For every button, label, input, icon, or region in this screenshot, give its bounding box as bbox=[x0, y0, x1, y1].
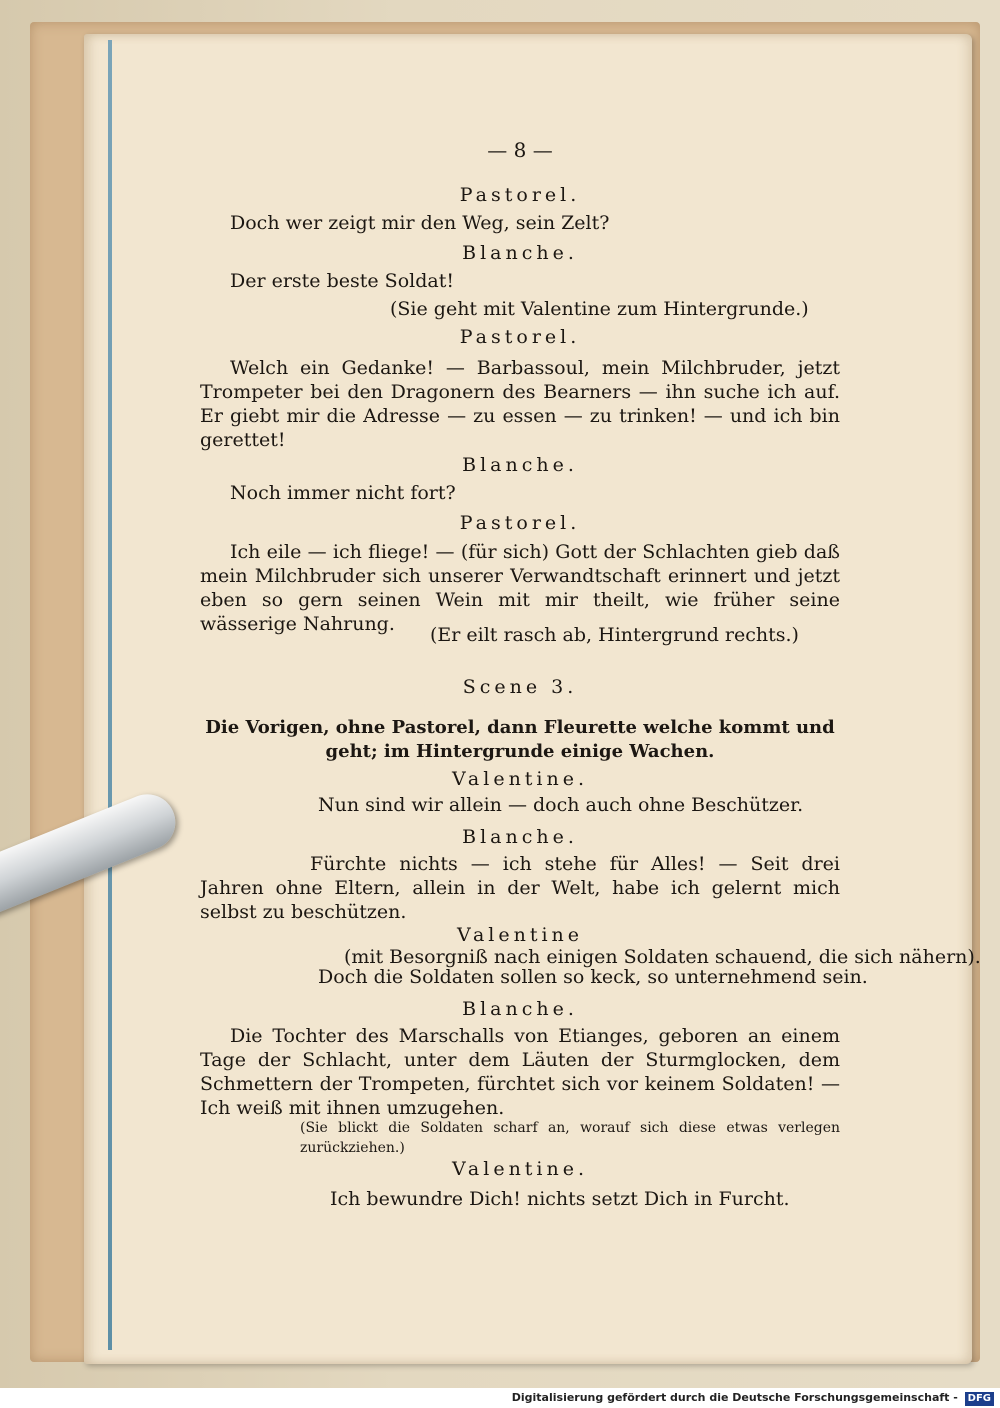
speech-paragraph: Ich eile — ich fliege! — (für sich) Gott der Schlachten gieb daß mein Milchbruder sich unserer Verwandtschaft erinnert und jetzt eben so gern seinen Wein mit mir theilt, wie früher seine wässerige Nahrung. bbox=[200, 541, 840, 635]
speech-paragraph: Welch ein Gedanke! — Barbassoul, mein Milchbruder, jetzt Trompeter bei den Dragonern des Bearners — ihn suche ich auf. Er giebt mir die Adresse — zu essen — zu trinken! — und ich bin gerettet! bbox=[200, 357, 840, 451]
page-number: — 8 — bbox=[487, 138, 553, 162]
speech-line: Noch immer nicht fort? bbox=[230, 482, 456, 504]
speaker-label: Blanche. bbox=[462, 998, 578, 1020]
page-edge-stripe bbox=[108, 40, 112, 1350]
scene-title: Scene 3. bbox=[462, 676, 578, 698]
speech-paragraph: Fürchte nichts — ich stehe für Alles! — Seit drei Jahren ohne Eltern, allein in der Welt, habe ich gelernt mich selbst zu beschützen. bbox=[200, 853, 840, 923]
footer-bar bbox=[0, 1388, 1000, 1408]
scene-cast-heading: Die Vorigen, ohne Pastorel, dann Fleurette welche kommt und geht; im Hintergrunde einige Wachen. bbox=[205, 717, 835, 762]
stage-direction: (Er eilt rasch ab, Hintergrund rechts.) bbox=[430, 624, 799, 646]
footer-credit: Digitalisierung gefördert durch die Deutsche Forschungsgemeinschaft - bbox=[511, 1391, 958, 1404]
speech-line: Doch die Soldaten sollen so keck, so unternehmend sein. bbox=[318, 966, 868, 988]
stage-direction: (Sie blickt die Soldaten scharf an, worauf sich diese etwas verlegen zurückziehen.) bbox=[300, 1120, 840, 1156]
speaker-label: Pastorel. bbox=[459, 512, 581, 534]
speaker-label: Valentine. bbox=[451, 768, 589, 790]
stage-direction: (mit Besorgniß nach einigen Soldaten schauend, die sich nähern). bbox=[344, 946, 981, 968]
stage-direction: (Sie geht mit Valentine zum Hintergrunde.) bbox=[390, 298, 809, 320]
speaker-label: Pastorel. bbox=[459, 326, 581, 348]
speaker-label: Pastorel. bbox=[459, 184, 581, 206]
speech-line: Ich bewundre Dich! nichts setzt Dich in Furcht. bbox=[330, 1188, 790, 1210]
speech-paragraph: Die Tochter des Marschalls von Etianges, geboren an einem Tage der Schlacht, unter dem Läuten der Sturmglocken, dem Schmettern der Trompeten, fürchtet sich vor keinem Soldaten! — Ich weiß mit ihnen umzugehen. bbox=[200, 1025, 840, 1119]
speaker-label: Blanche. bbox=[462, 826, 578, 848]
speaker-label: Valentine bbox=[456, 924, 584, 946]
speaker-label: Blanche. bbox=[462, 454, 578, 476]
speech-line: Nun sind wir allein — doch auch ohne Beschützer. bbox=[318, 794, 804, 816]
dfg-logo-icon: DFG bbox=[965, 1392, 994, 1406]
speaker-label: Blanche. bbox=[462, 242, 578, 264]
speech-line: Der erste beste Soldat! bbox=[230, 270, 454, 292]
speech-line: Doch wer zeigt mir den Weg, sein Zelt? bbox=[230, 212, 610, 234]
speaker-label: Valentine. bbox=[451, 1158, 589, 1180]
